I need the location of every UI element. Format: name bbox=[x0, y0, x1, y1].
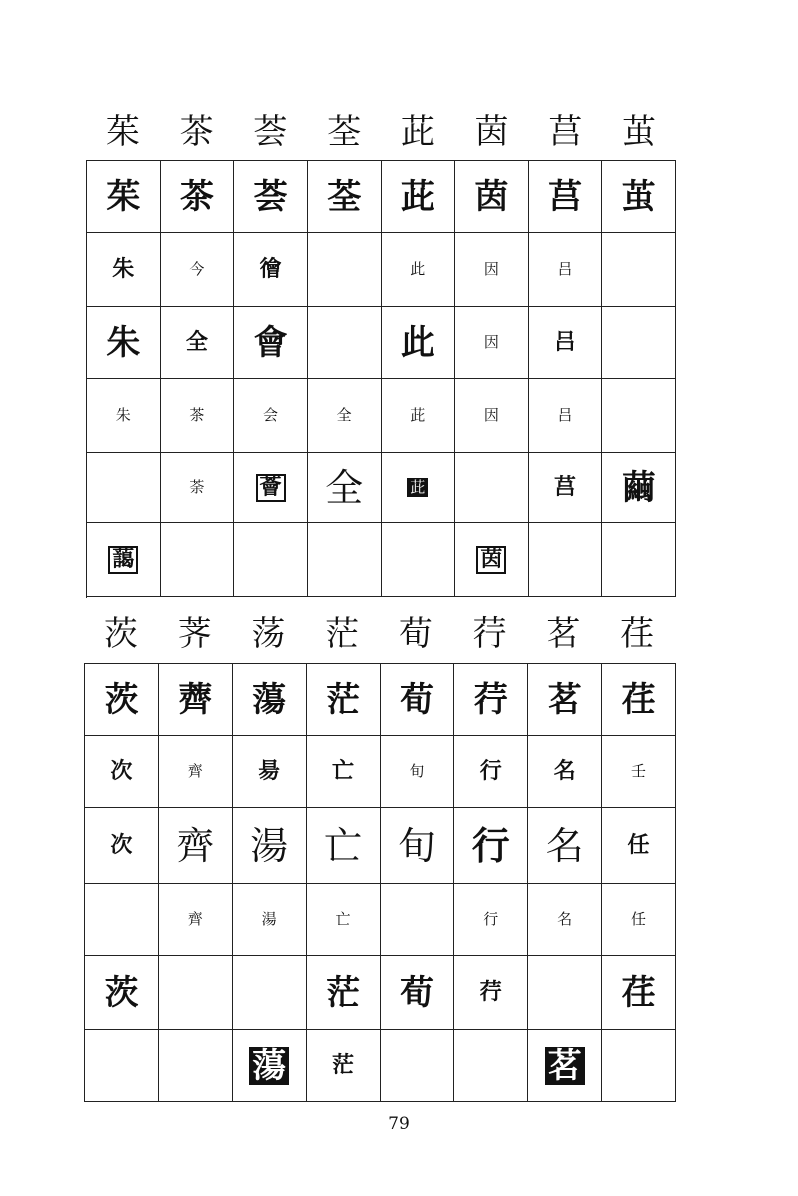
glyph: 荀 bbox=[399, 972, 434, 1013]
grid-cell bbox=[161, 161, 235, 233]
grid-cell bbox=[161, 379, 235, 453]
grid-cell bbox=[455, 379, 529, 453]
grid-cell bbox=[161, 307, 235, 379]
grid-cell bbox=[159, 664, 233, 736]
grid-cell bbox=[602, 664, 676, 736]
glyph: 次 bbox=[110, 832, 133, 858]
glyph: 荃 bbox=[327, 176, 362, 217]
grid-cell bbox=[307, 736, 381, 808]
grid-cell bbox=[382, 161, 456, 233]
grid-cell bbox=[307, 664, 381, 736]
glyph: 齊 bbox=[187, 762, 203, 780]
grid-cell bbox=[529, 453, 603, 523]
grid-cell bbox=[528, 884, 602, 956]
grid-cell bbox=[455, 523, 529, 597]
glyph: 次 bbox=[110, 758, 133, 784]
seal-stamp bbox=[476, 546, 506, 574]
grid-cell bbox=[602, 884, 676, 956]
grid-cell bbox=[602, 1030, 676, 1102]
glyph: 茫 bbox=[326, 972, 361, 1013]
grid-cell bbox=[159, 808, 233, 884]
grid-cell bbox=[529, 379, 603, 453]
grid-cell bbox=[382, 307, 456, 379]
grid-cell bbox=[233, 664, 307, 736]
grid-cell bbox=[233, 884, 307, 956]
glyph: 行 bbox=[471, 823, 510, 868]
grid-cell bbox=[307, 1030, 381, 1102]
grid-cell bbox=[85, 1030, 159, 1102]
glyph: 荇 bbox=[479, 979, 502, 1005]
glyph: 荏 bbox=[621, 679, 656, 720]
glyph: 茫 bbox=[332, 1052, 355, 1078]
grid-cell bbox=[455, 307, 529, 379]
glyph-grid bbox=[86, 160, 676, 598]
glyph: 朱 bbox=[115, 406, 131, 424]
glyph: 茶 bbox=[179, 176, 214, 217]
column-header: 荟 bbox=[253, 112, 288, 152]
column-header: 茱 bbox=[105, 112, 140, 152]
grid-cell bbox=[454, 956, 528, 1030]
grid-cell bbox=[308, 233, 382, 307]
grid-cell bbox=[602, 956, 676, 1030]
glyph: 今 bbox=[189, 260, 205, 278]
glyph: 名 bbox=[553, 758, 576, 784]
grid-cell bbox=[602, 523, 676, 597]
grid-cell bbox=[159, 956, 233, 1030]
glyph: 茧 bbox=[621, 176, 656, 217]
glyph: 茨 bbox=[104, 972, 139, 1013]
grid-cell bbox=[381, 736, 455, 808]
glyph: 亡 bbox=[332, 758, 355, 784]
grid-cell bbox=[234, 161, 308, 233]
glyph: 湯 bbox=[261, 910, 277, 928]
grid-cell bbox=[87, 523, 161, 597]
grid-cell bbox=[602, 808, 676, 884]
column-header: 茈 bbox=[400, 112, 435, 152]
glyph: 蕩 bbox=[252, 679, 287, 720]
glyph: 茈 bbox=[400, 176, 435, 217]
glyph: 行 bbox=[483, 910, 499, 928]
header-row bbox=[84, 614, 676, 654]
table-section-2 bbox=[84, 614, 676, 1102]
grid-cell bbox=[87, 161, 161, 233]
grid-cell bbox=[528, 736, 602, 808]
grid-cell bbox=[602, 161, 676, 233]
grid-cell bbox=[381, 884, 455, 956]
grid-cell bbox=[381, 808, 455, 884]
grid-cell bbox=[382, 453, 456, 523]
grid-cell bbox=[455, 161, 529, 233]
grid-cell bbox=[454, 664, 528, 736]
glyph: 吕 bbox=[557, 260, 573, 278]
glyph: 會 bbox=[253, 322, 288, 363]
glyph: 茶 bbox=[189, 406, 205, 424]
glyph: 全 bbox=[336, 406, 352, 424]
grid-cell bbox=[307, 884, 381, 956]
grid-cell bbox=[233, 956, 307, 1030]
glyph: 全 bbox=[325, 465, 364, 510]
glyph: 茵 bbox=[474, 176, 509, 217]
grid-cell bbox=[233, 1030, 307, 1102]
column-header: 茧 bbox=[622, 112, 657, 152]
glyph: 藹 bbox=[112, 546, 135, 572]
glyph: 旬 bbox=[409, 762, 425, 780]
grid-cell bbox=[161, 233, 235, 307]
glyph: 繭 bbox=[621, 467, 656, 508]
seal-stamp bbox=[407, 478, 428, 497]
grid-cell bbox=[454, 736, 528, 808]
grid-cell bbox=[87, 379, 161, 453]
column-header: 荏 bbox=[620, 614, 655, 654]
grid-cell bbox=[234, 233, 308, 307]
grid-cell bbox=[85, 736, 159, 808]
column-header: 荠 bbox=[177, 614, 212, 654]
grid-cell bbox=[454, 1030, 528, 1102]
grid-cell bbox=[233, 808, 307, 884]
glyph: 亡 bbox=[335, 910, 351, 928]
grid-cell bbox=[528, 1030, 602, 1102]
grid-cell bbox=[307, 808, 381, 884]
glyph: 亡 bbox=[324, 823, 363, 868]
glyph: 此 bbox=[410, 260, 426, 278]
glyph: 全 bbox=[185, 329, 208, 355]
grid-cell bbox=[308, 161, 382, 233]
glyph: 名 bbox=[557, 910, 573, 928]
column-header: 茨 bbox=[103, 614, 138, 654]
grid-cell bbox=[602, 453, 676, 523]
grid-cell bbox=[233, 736, 307, 808]
glyph: 徻 bbox=[259, 256, 282, 282]
glyph: 茗 bbox=[547, 1045, 582, 1086]
grid-cell bbox=[382, 379, 456, 453]
grid-cell bbox=[529, 523, 603, 597]
grid-cell bbox=[528, 956, 602, 1030]
seal-stamp bbox=[545, 1047, 585, 1085]
grid-cell bbox=[308, 523, 382, 597]
grid-cell bbox=[87, 233, 161, 307]
glyph: 茈 bbox=[410, 406, 426, 424]
grid-cell bbox=[307, 956, 381, 1030]
grid-cell bbox=[87, 453, 161, 523]
glyph: 荇 bbox=[473, 679, 508, 720]
grid-cell bbox=[602, 307, 676, 379]
grid-cell bbox=[161, 453, 235, 523]
glyph: 茵 bbox=[480, 546, 503, 572]
grid-cell bbox=[455, 453, 529, 523]
grid-cell bbox=[454, 808, 528, 884]
glyph: 茈 bbox=[410, 478, 426, 496]
glyph: 因 bbox=[483, 260, 499, 278]
glyph: 因 bbox=[483, 333, 499, 351]
grid-cell bbox=[382, 233, 456, 307]
glyph: 朱 bbox=[106, 322, 141, 363]
glyph: 行 bbox=[479, 758, 502, 784]
grid-cell bbox=[234, 307, 308, 379]
glyph: 茨 bbox=[104, 679, 139, 720]
grid-cell bbox=[85, 664, 159, 736]
grid-cell bbox=[529, 161, 603, 233]
glyph: 此 bbox=[400, 322, 435, 363]
glyph: 会 bbox=[263, 406, 279, 424]
grid-cell bbox=[308, 379, 382, 453]
grid-cell bbox=[234, 379, 308, 453]
glyph: 任 bbox=[627, 832, 650, 858]
grid-cell bbox=[159, 736, 233, 808]
glyph: 昜 bbox=[258, 758, 281, 784]
grid-cell bbox=[528, 664, 602, 736]
glyph: 荟 bbox=[253, 176, 288, 217]
column-header: 茵 bbox=[474, 112, 509, 152]
glyph: 吕 bbox=[554, 329, 577, 355]
glyph: 因 bbox=[483, 406, 499, 424]
grid-cell bbox=[85, 884, 159, 956]
glyph: 薺 bbox=[178, 679, 213, 720]
column-header: 茶 bbox=[179, 112, 214, 152]
column-header: 莒 bbox=[548, 112, 583, 152]
grid-cell bbox=[381, 1030, 455, 1102]
glyph: 荀 bbox=[399, 679, 434, 720]
table-section-1 bbox=[86, 112, 676, 598]
glyph: 莒 bbox=[548, 176, 583, 217]
glyph: 旬 bbox=[397, 823, 436, 868]
grid-cell bbox=[382, 523, 456, 597]
grid-cell bbox=[161, 523, 235, 597]
grid-cell bbox=[85, 956, 159, 1030]
grid-cell bbox=[529, 233, 603, 307]
glyph: 湯 bbox=[250, 823, 289, 868]
grid-cell bbox=[602, 379, 676, 453]
glyph: 蕩 bbox=[252, 1045, 287, 1086]
glyph: 齊 bbox=[187, 910, 203, 928]
grid-cell bbox=[308, 453, 382, 523]
grid-cell bbox=[381, 956, 455, 1030]
column-header: 荡 bbox=[251, 614, 286, 654]
glyph: 茗 bbox=[547, 679, 582, 720]
grid-cell bbox=[602, 736, 676, 808]
glyph-grid bbox=[84, 663, 676, 1102]
grid-cell bbox=[85, 808, 159, 884]
grid-cell bbox=[529, 307, 603, 379]
seal-stamp bbox=[108, 546, 138, 574]
grid-cell bbox=[159, 1030, 233, 1102]
glyph: 吕 bbox=[557, 406, 573, 424]
glyph: 齊 bbox=[176, 823, 215, 868]
column-header: 荇 bbox=[472, 614, 507, 654]
grid-cell bbox=[234, 523, 308, 597]
column-header: 茗 bbox=[546, 614, 581, 654]
column-header: 荃 bbox=[327, 112, 362, 152]
grid-cell bbox=[308, 307, 382, 379]
column-header: 茫 bbox=[325, 614, 360, 654]
glyph: 荼 bbox=[189, 478, 205, 496]
grid-cell bbox=[602, 233, 676, 307]
grid-cell bbox=[381, 664, 455, 736]
seal-stamp bbox=[256, 474, 286, 502]
glyph: 壬 bbox=[631, 762, 647, 780]
glyph: 名 bbox=[545, 823, 584, 868]
glyph: 莒 bbox=[554, 474, 577, 500]
grid-cell bbox=[528, 808, 602, 884]
glyph: 荏 bbox=[621, 972, 656, 1013]
grid-cell bbox=[234, 453, 308, 523]
grid-cell bbox=[455, 233, 529, 307]
grid-cell bbox=[87, 307, 161, 379]
glyph: 薈 bbox=[259, 474, 282, 500]
column-header: 荀 bbox=[398, 614, 433, 654]
header-row bbox=[86, 112, 676, 152]
glyph: 朱 bbox=[112, 256, 135, 282]
seal-stamp bbox=[249, 1047, 289, 1085]
glyph: 茫 bbox=[326, 679, 361, 720]
grid-cell bbox=[454, 884, 528, 956]
page-number: 79 bbox=[388, 1114, 410, 1134]
grid-cell bbox=[159, 884, 233, 956]
glyph: 茱 bbox=[106, 176, 141, 217]
glyph: 任 bbox=[631, 910, 647, 928]
